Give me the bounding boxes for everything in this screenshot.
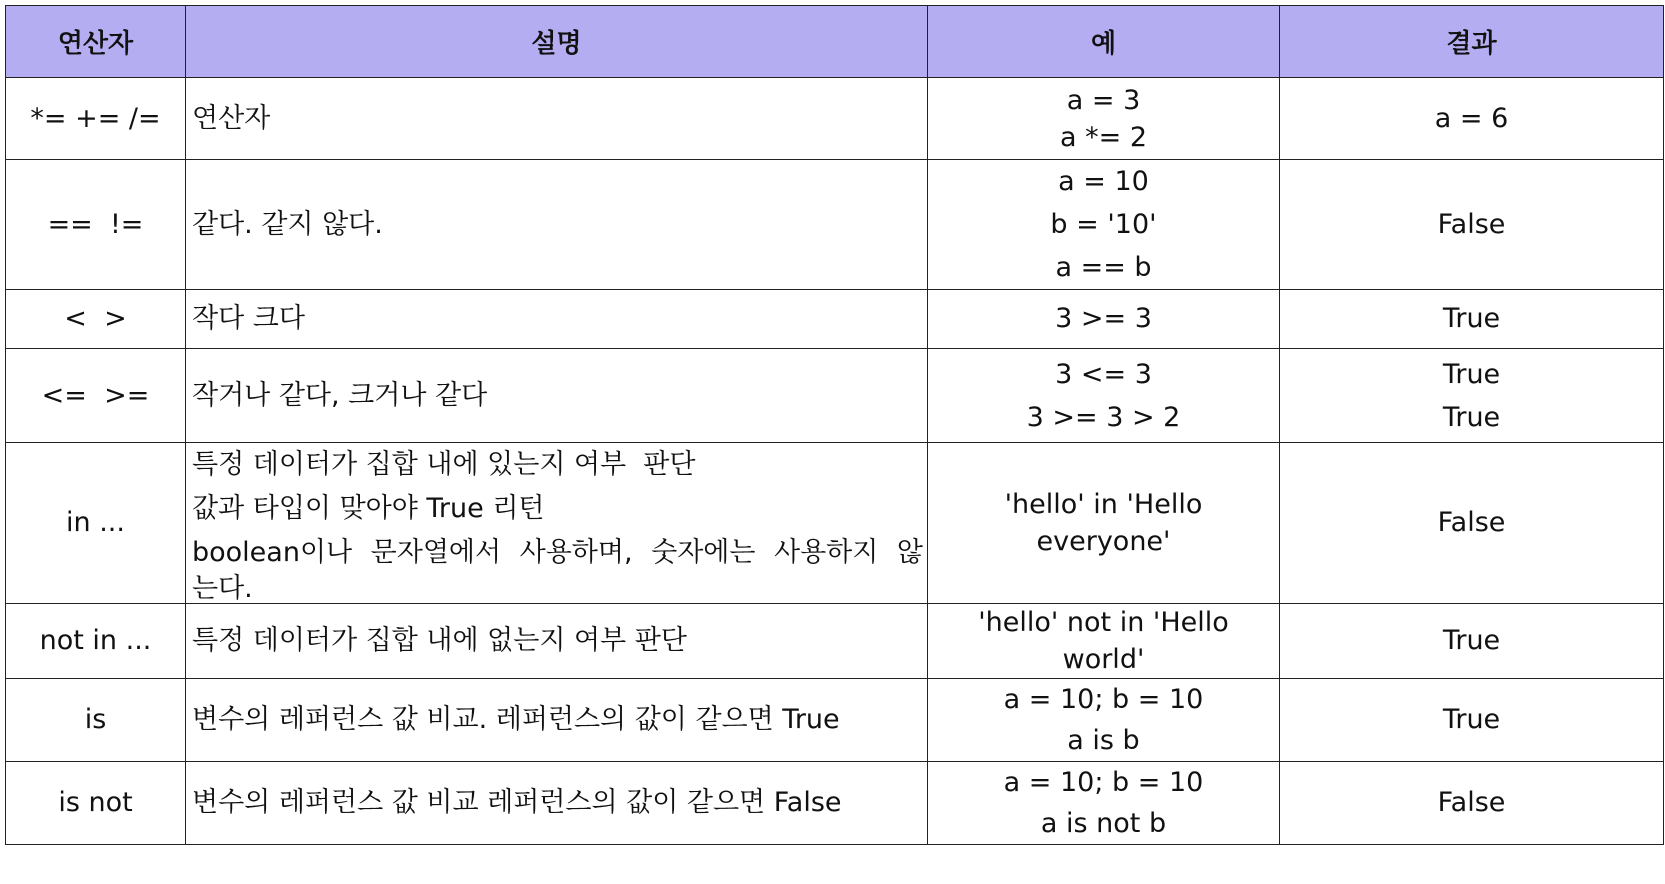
table-row bbox=[6, 604, 1664, 679]
example-line: 3 >= 3 bbox=[1055, 303, 1152, 334]
operator-cell: is bbox=[6, 679, 186, 762]
result-cell bbox=[1280, 604, 1664, 679]
example-cell bbox=[928, 443, 1280, 604]
result-line: False bbox=[1437, 507, 1506, 538]
example-line: a = 10; b = 10 bbox=[1003, 684, 1204, 715]
description-line: 값과 타입이 맞아야 True 리턴 bbox=[192, 493, 545, 524]
result-cell bbox=[1280, 762, 1664, 845]
description-cell bbox=[186, 78, 928, 160]
example-cell bbox=[928, 762, 1280, 845]
description-cell bbox=[186, 443, 928, 604]
description-line: 연산자 bbox=[192, 102, 271, 134]
operator-cell: == != bbox=[6, 160, 186, 290]
description-line: 특정 데이터가 집합 내에 없는지 여부 판단 bbox=[192, 625, 687, 656]
operator-cell: < > bbox=[6, 290, 186, 349]
result-line: True bbox=[1442, 358, 1501, 390]
description-line: boolean이나 문자열에서 사용하며, 숫자에는 사용하지 않 bbox=[192, 537, 923, 568]
table-row bbox=[6, 78, 1664, 160]
example-line: 'hello' in 'Hello bbox=[1004, 489, 1203, 520]
description-cell bbox=[186, 762, 928, 845]
description-line: 는다. bbox=[192, 573, 253, 604]
header-description: 설명 bbox=[186, 6, 928, 78]
example-cell bbox=[928, 349, 1280, 443]
header-example: 예 bbox=[928, 6, 1280, 78]
result-line: True bbox=[1442, 401, 1501, 433]
example-cell bbox=[928, 604, 1280, 679]
description-cell bbox=[186, 349, 928, 443]
result-line: True bbox=[1442, 625, 1501, 656]
operator-cell: *= += /= bbox=[6, 78, 186, 160]
table-row bbox=[6, 762, 1664, 845]
operator-cell: <= >= bbox=[6, 349, 186, 443]
description-line: 변수의 레퍼런스 값 비교 레퍼런스의 값이 같으면 False bbox=[192, 787, 842, 818]
example-line: a = 3 bbox=[1066, 84, 1141, 116]
example-line: b = '10' bbox=[1050, 209, 1157, 240]
result-line: False bbox=[1437, 787, 1506, 818]
example-line: 'hello' not in 'Hello bbox=[978, 607, 1229, 638]
example-line: a = 10 bbox=[1058, 166, 1149, 197]
operator-cell: in ... bbox=[6, 443, 186, 604]
operator-cell: is not bbox=[6, 762, 186, 845]
header-result: 결과 bbox=[1280, 6, 1664, 78]
operator-cell: not in ... bbox=[6, 604, 186, 679]
description-line: 작다 크다 bbox=[192, 303, 305, 334]
example-cell bbox=[928, 679, 1280, 762]
example-cell bbox=[928, 160, 1280, 290]
result-line: True bbox=[1442, 704, 1501, 735]
example-line: 3 <= 3 bbox=[1055, 358, 1152, 390]
header-row bbox=[6, 6, 1664, 78]
result-line: a = 6 bbox=[1434, 102, 1509, 134]
table-row bbox=[6, 443, 1664, 604]
example-line: world' bbox=[1062, 644, 1145, 675]
example-line: a = 10; b = 10 bbox=[1003, 767, 1204, 798]
example-line: a is b bbox=[1067, 725, 1140, 756]
description-cell bbox=[186, 604, 928, 679]
result-cell bbox=[1280, 443, 1664, 604]
table-row bbox=[6, 290, 1664, 349]
description-cell bbox=[186, 679, 928, 762]
description-line: 변수의 레퍼런스 값 비교. 레퍼런스의 값이 같으면 True bbox=[192, 704, 840, 735]
example-cell bbox=[928, 290, 1280, 349]
result-cell bbox=[1280, 160, 1664, 290]
result-cell bbox=[1280, 349, 1664, 443]
result-cell bbox=[1280, 679, 1664, 762]
example-line: everyone' bbox=[1036, 526, 1171, 557]
example-line: 3 >= 3 > 2 bbox=[1026, 401, 1181, 433]
result-line: True bbox=[1442, 303, 1501, 334]
example-cell bbox=[928, 78, 1280, 160]
description-line: 특정 데이터가 집합 내에 있는지 여부 판단 bbox=[192, 449, 696, 480]
example-line: a *= 2 bbox=[1059, 121, 1147, 153]
result-cell bbox=[1280, 290, 1664, 349]
description-line: 작거나 같다, 크거나 같다 bbox=[192, 379, 488, 411]
table-row bbox=[6, 349, 1664, 443]
result-line: False bbox=[1437, 208, 1506, 240]
table-row bbox=[6, 160, 1664, 290]
example-line: a is not b bbox=[1040, 808, 1167, 839]
operator-table bbox=[5, 5, 1664, 845]
example-line: a == b bbox=[1055, 252, 1152, 283]
description-line: 같다. 같지 않다. bbox=[192, 208, 383, 240]
result-cell bbox=[1280, 78, 1664, 160]
header-operator: 연산자 bbox=[6, 6, 186, 78]
description-cell bbox=[186, 160, 928, 290]
table-row bbox=[6, 679, 1664, 762]
description-cell bbox=[186, 290, 928, 349]
